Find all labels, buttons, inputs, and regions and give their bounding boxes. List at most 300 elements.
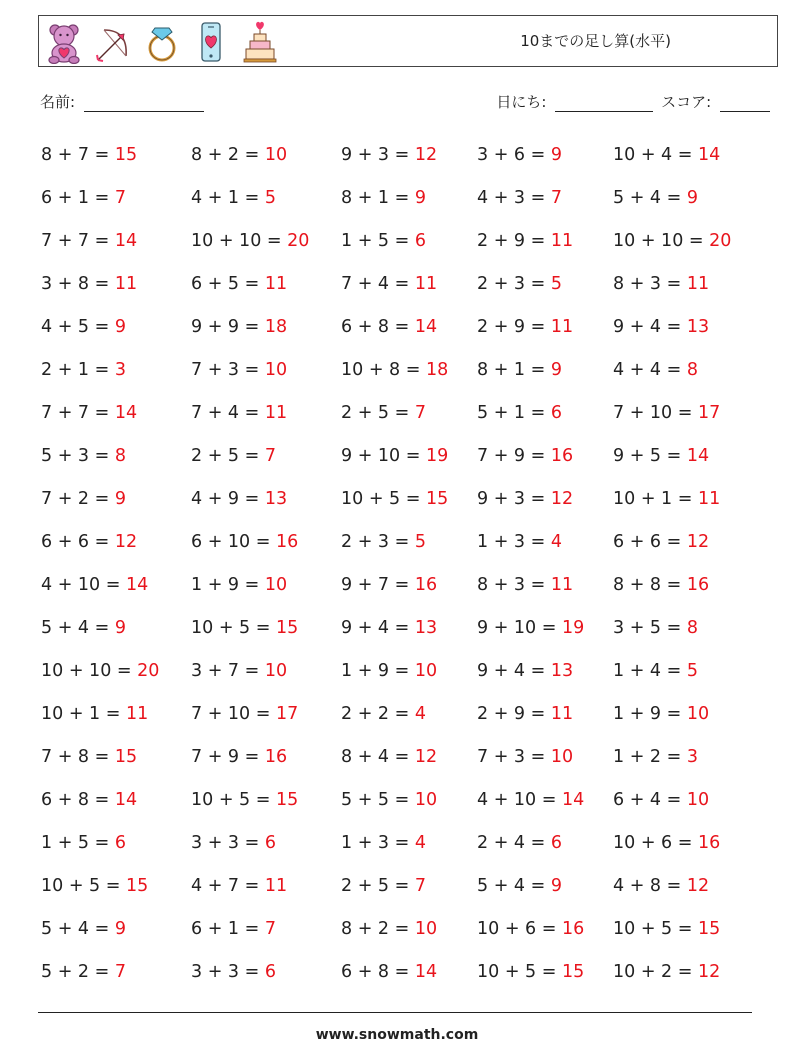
problem-expression: 4 + 7 = <box>191 876 265 896</box>
problem-expression: 2 + 5 = <box>191 446 265 466</box>
problem-cell <box>41 611 191 654</box>
problem-answer: 14 <box>561 790 585 810</box>
problem-answer: 12 <box>414 747 438 767</box>
problem-cell <box>613 310 763 353</box>
problem-answer: 20 <box>709 231 732 251</box>
problem-answer: 11 <box>550 704 574 724</box>
problem-cell <box>341 912 477 955</box>
problem-answer: 15 <box>275 618 299 638</box>
problem-row <box>41 439 763 482</box>
problem-expression: 4 + 4 = <box>613 360 687 380</box>
problem-answer: 4 <box>414 704 426 724</box>
problem-answer: 10 <box>414 661 438 681</box>
problem-answer: 7 <box>414 876 426 896</box>
problem-cell <box>613 740 763 783</box>
problem-answer: 5 <box>264 188 276 208</box>
problem-expression: 6 + 6 = <box>613 532 687 552</box>
problem-cell <box>41 138 191 181</box>
problem-expression: 10 + 1 = <box>41 704 126 724</box>
problem-cell <box>613 525 763 568</box>
problem-expression: 7 + 7 = <box>41 403 115 423</box>
problem-expression: 9 + 3 = <box>341 145 415 165</box>
problem-row <box>41 310 763 353</box>
diamond-ring-icon <box>143 20 181 64</box>
problem-cell <box>613 869 763 912</box>
problem-answer: 11 <box>264 274 288 294</box>
problem-expression: 5 + 4 = <box>41 618 115 638</box>
problem-expression: 7 + 9 = <box>191 747 265 767</box>
problem-expression: 9 + 5 = <box>613 446 687 466</box>
problem-row <box>41 955 763 998</box>
problem-answer: 10 <box>550 747 574 767</box>
problem-answer: 14 <box>697 145 721 165</box>
name-blank[interactable] <box>84 95 204 112</box>
problem-cell <box>41 353 191 396</box>
problem-row <box>41 869 763 912</box>
problem-answer: 17 <box>697 403 721 423</box>
problem-answer: 15 <box>125 876 149 896</box>
problem-answer: 14 <box>114 403 138 423</box>
problem-answer: 9 <box>550 360 562 380</box>
problem-expression: 3 + 3 = <box>191 833 265 853</box>
phone-heart-icon <box>192 20 230 64</box>
problem-answer: 13 <box>686 317 710 337</box>
problem-answer: 7 <box>114 962 126 982</box>
problem-expression: 3 + 6 = <box>477 145 551 165</box>
problem-expression: 9 + 4 = <box>477 661 551 681</box>
problem-expression: 10 + 10 = <box>191 231 288 251</box>
problem-expression: 9 + 7 = <box>341 575 415 595</box>
problem-answer: 16 <box>561 919 585 939</box>
header-icons <box>45 19 279 65</box>
problem-expression: 10 + 10 = <box>41 661 138 681</box>
problem-answer: 12 <box>697 962 721 982</box>
problem-answer: 16 <box>686 575 710 595</box>
problem-expression: 10 + 5 = <box>341 489 426 509</box>
problem-answer: 16 <box>264 747 288 767</box>
problem-cell <box>41 568 191 611</box>
problem-answer: 18 <box>264 317 288 337</box>
problem-expression: 7 + 10 = <box>613 403 698 423</box>
problem-cell <box>341 740 477 783</box>
cupid-bow-arrow-icon <box>94 20 132 64</box>
problem-row <box>41 482 763 525</box>
problem-cell <box>613 955 763 998</box>
problem-cell <box>191 912 341 955</box>
score-field <box>661 91 770 112</box>
problem-cell <box>477 439 613 482</box>
problem-expression: 9 + 4 = <box>341 618 415 638</box>
problem-cell <box>191 267 341 310</box>
problem-cell <box>41 783 191 826</box>
problem-expression: 6 + 5 = <box>191 274 265 294</box>
problem-answer: 11 <box>125 704 149 724</box>
problem-expression: 5 + 4 = <box>613 188 687 208</box>
problem-answer: 9 <box>114 618 126 638</box>
footer-divider <box>38 1012 752 1013</box>
problem-expression: 10 + 1 = <box>613 489 698 509</box>
problem-expression: 4 + 10 = <box>477 790 562 810</box>
problem-answer: 13 <box>550 661 574 681</box>
problem-expression: 7 + 3 = <box>477 747 551 767</box>
problem-answer: 15 <box>114 747 138 767</box>
problem-answer: 12 <box>114 532 138 552</box>
problem-cell <box>477 568 613 611</box>
problem-cell <box>477 138 613 181</box>
problem-cell <box>41 697 191 740</box>
problem-expression: 5 + 4 = <box>477 876 551 896</box>
problem-answer: 14 <box>686 446 710 466</box>
problem-expression: 10 + 5 = <box>477 962 562 982</box>
problem-expression: 2 + 3 = <box>341 532 415 552</box>
problem-answer: 14 <box>125 575 149 595</box>
problem-answer: 11 <box>264 403 288 423</box>
problem-answer: 11 <box>697 489 721 509</box>
problem-expression: 3 + 7 = <box>191 661 265 681</box>
problem-cell <box>41 740 191 783</box>
problem-answer: 10 <box>264 360 288 380</box>
problem-cell <box>477 697 613 740</box>
problem-cell <box>341 138 477 181</box>
problem-row <box>41 912 763 955</box>
problem-answer: 5 <box>550 274 562 294</box>
problem-expression: 7 + 4 = <box>191 403 265 423</box>
problem-answer: 11 <box>550 317 574 337</box>
problem-row <box>41 396 763 439</box>
problem-expression: 1 + 2 = <box>613 747 687 767</box>
problem-cell <box>477 353 613 396</box>
problem-row <box>41 353 763 396</box>
problem-cell <box>477 396 613 439</box>
problem-expression: 8 + 3 = <box>613 274 687 294</box>
problem-answer: 16 <box>697 833 721 853</box>
problem-expression: 3 + 8 = <box>41 274 115 294</box>
problem-cell <box>341 224 477 267</box>
problem-answer: 14 <box>414 962 438 982</box>
footer-url: www.snowmath.com <box>315 1027 479 1043</box>
problem-answer: 9 <box>114 919 126 939</box>
problem-answer: 15 <box>275 790 299 810</box>
problem-answer: 18 <box>425 360 449 380</box>
problem-answer: 11 <box>550 231 574 251</box>
problem-answer: 13 <box>264 489 288 509</box>
teddy-bear-heart-icon <box>45 20 83 64</box>
problem-expression: 7 + 3 = <box>191 360 265 380</box>
problem-cell <box>341 869 477 912</box>
problem-expression: 2 + 9 = <box>477 231 551 251</box>
problem-cell <box>41 912 191 955</box>
problem-cell <box>41 654 191 697</box>
problem-answer: 3 <box>114 360 126 380</box>
problem-answer: 5 <box>414 532 426 552</box>
problem-expression: 4 + 1 = <box>191 188 265 208</box>
problem-cell <box>613 353 763 396</box>
header-box <box>38 15 778 67</box>
problem-answer: 7 <box>550 188 562 208</box>
problem-expression: 7 + 7 = <box>41 231 115 251</box>
problem-answer: 10 <box>686 704 710 724</box>
problem-answer: 6 <box>264 962 276 982</box>
date-blank[interactable] <box>555 95 653 112</box>
problem-answer: 6 <box>550 833 562 853</box>
problem-cell <box>191 224 341 267</box>
problem-cell <box>191 439 341 482</box>
problem-answer: 11 <box>264 876 288 896</box>
problem-cell <box>341 439 477 482</box>
problem-expression: 9 + 10 = <box>477 618 562 638</box>
problem-expression: 8 + 4 = <box>341 747 415 767</box>
problem-answer: 20 <box>137 661 160 681</box>
problem-cell <box>613 826 763 869</box>
problem-expression: 10 + 5 = <box>191 790 276 810</box>
score-label: スコア: <box>661 93 712 111</box>
problem-expression: 8 + 2 = <box>191 145 265 165</box>
problem-answer: 6 <box>264 833 276 853</box>
problem-expression: 7 + 4 = <box>341 274 415 294</box>
problem-expression: 10 + 5 = <box>41 876 126 896</box>
problem-cell <box>613 697 763 740</box>
problem-cell <box>341 310 477 353</box>
problem-expression: 5 + 4 = <box>41 919 115 939</box>
problem-cell <box>41 267 191 310</box>
problem-cell <box>191 611 341 654</box>
problem-expression: 10 + 5 = <box>191 618 276 638</box>
problem-expression: 8 + 1 = <box>341 188 415 208</box>
problem-answer: 17 <box>275 704 299 724</box>
problem-expression: 3 + 5 = <box>613 618 687 638</box>
problem-expression: 6 + 8 = <box>341 317 415 337</box>
problem-cell <box>41 310 191 353</box>
problem-answer: 8 <box>114 446 126 466</box>
problem-answer: 9 <box>686 188 698 208</box>
problem-row <box>41 654 763 697</box>
problem-cell <box>477 869 613 912</box>
problem-expression: 1 + 3 = <box>477 532 551 552</box>
problem-expression: 5 + 5 = <box>341 790 415 810</box>
problem-answer: 8 <box>686 360 698 380</box>
problem-cell <box>613 912 763 955</box>
problem-expression: 8 + 1 = <box>477 360 551 380</box>
problem-answer: 10 <box>264 575 288 595</box>
problem-cell <box>41 826 191 869</box>
worksheet-title: 10までの足し算(水平) <box>520 32 671 50</box>
problem-cell <box>613 224 763 267</box>
problem-answer: 14 <box>414 317 438 337</box>
problem-expression: 2 + 9 = <box>477 704 551 724</box>
problem-cell <box>477 611 613 654</box>
problem-cell <box>613 267 763 310</box>
problem-row <box>41 740 763 783</box>
problem-answer: 19 <box>561 618 585 638</box>
problem-cell <box>477 740 613 783</box>
problem-cell <box>191 955 341 998</box>
problem-cell <box>191 525 341 568</box>
problem-cell <box>613 396 763 439</box>
problem-answer: 5 <box>686 661 698 681</box>
problem-answer: 3 <box>686 747 698 767</box>
name-field <box>40 91 204 112</box>
problem-answer: 16 <box>550 446 574 466</box>
problem-expression: 9 + 3 = <box>477 489 551 509</box>
problem-cell <box>341 396 477 439</box>
problem-expression: 2 + 2 = <box>341 704 415 724</box>
problem-answer: 9 <box>550 145 562 165</box>
problem-answer: 15 <box>561 962 585 982</box>
problem-expression: 2 + 4 = <box>477 833 551 853</box>
problem-answer: 10 <box>264 661 288 681</box>
problem-answer: 7 <box>264 919 276 939</box>
problem-cell <box>341 482 477 525</box>
problem-cell <box>191 482 341 525</box>
problem-cell <box>341 697 477 740</box>
problem-expression: 1 + 9 = <box>341 661 415 681</box>
problem-cell <box>477 654 613 697</box>
score-blank[interactable] <box>720 95 770 112</box>
problem-expression: 10 + 2 = <box>613 962 698 982</box>
problem-answer: 10 <box>686 790 710 810</box>
problem-cell <box>341 353 477 396</box>
problem-expression: 7 + 8 = <box>41 747 115 767</box>
problem-expression: 5 + 2 = <box>41 962 115 982</box>
problem-expression: 8 + 3 = <box>477 575 551 595</box>
problem-cell <box>191 740 341 783</box>
problem-expression: 2 + 3 = <box>477 274 551 294</box>
problem-expression: 4 + 10 = <box>41 575 126 595</box>
problem-answer: 6 <box>414 231 426 251</box>
date-label: 日にち: <box>496 93 547 111</box>
problem-cell <box>41 181 191 224</box>
problem-expression: 2 + 5 = <box>341 403 415 423</box>
problem-cell <box>341 181 477 224</box>
problem-expression: 4 + 3 = <box>477 188 551 208</box>
wedding-cake-icon <box>241 20 279 64</box>
problem-cell <box>191 654 341 697</box>
problem-cell <box>41 396 191 439</box>
problem-row <box>41 568 763 611</box>
problem-answer: 7 <box>264 446 276 466</box>
problem-cell <box>613 568 763 611</box>
problem-cell <box>341 826 477 869</box>
problem-expression: 6 + 1 = <box>191 919 265 939</box>
problem-answer: 12 <box>550 489 574 509</box>
problem-cell <box>613 482 763 525</box>
problem-answer: 9 <box>114 489 126 509</box>
problem-cell <box>613 181 763 224</box>
problem-answer: 11 <box>114 274 138 294</box>
problem-expression: 6 + 8 = <box>341 962 415 982</box>
problem-expression: 7 + 2 = <box>41 489 115 509</box>
problem-expression: 1 + 5 = <box>41 833 115 853</box>
problem-answer: 13 <box>414 618 438 638</box>
problem-answer: 16 <box>275 532 299 552</box>
problem-expression: 10 + 4 = <box>613 145 698 165</box>
problem-answer: 10 <box>414 919 438 939</box>
problem-cell <box>477 224 613 267</box>
problem-answer: 14 <box>114 231 138 251</box>
problem-answer: 9 <box>550 876 562 896</box>
problem-expression: 3 + 3 = <box>191 962 265 982</box>
problem-cell <box>477 181 613 224</box>
problem-cell <box>341 654 477 697</box>
problem-answer: 20 <box>287 231 310 251</box>
problem-answer: 7 <box>114 188 126 208</box>
problem-expression: 1 + 9 = <box>191 575 265 595</box>
problem-cell <box>41 525 191 568</box>
date-score-fields <box>496 91 770 112</box>
problem-cell <box>477 912 613 955</box>
problem-answer: 10 <box>264 145 288 165</box>
problem-cell <box>191 869 341 912</box>
problem-answer: 15 <box>114 145 138 165</box>
problem-cell <box>191 697 341 740</box>
problem-expression: 10 + 6 = <box>613 833 698 853</box>
problem-row <box>41 181 763 224</box>
problem-expression: 1 + 3 = <box>341 833 415 853</box>
problem-answer: 15 <box>425 489 449 509</box>
problem-expression: 6 + 6 = <box>41 532 115 552</box>
problem-row <box>41 783 763 826</box>
problem-expression: 8 + 2 = <box>341 919 415 939</box>
problem-expression: 10 + 5 = <box>613 919 698 939</box>
problem-row <box>41 826 763 869</box>
problem-cell <box>613 611 763 654</box>
problem-cell <box>191 138 341 181</box>
problem-answer: 16 <box>414 575 438 595</box>
problem-cell <box>477 783 613 826</box>
problem-cell <box>477 525 613 568</box>
problem-expression: 9 + 4 = <box>613 317 687 337</box>
problem-cell <box>477 310 613 353</box>
problem-expression: 1 + 4 = <box>613 661 687 681</box>
problem-expression: 4 + 8 = <box>613 876 687 896</box>
problem-cell <box>477 267 613 310</box>
problem-expression: 10 + 8 = <box>341 360 426 380</box>
problem-row <box>41 138 763 181</box>
problem-answer: 14 <box>114 790 138 810</box>
problem-answer: 6 <box>114 833 126 853</box>
problem-row <box>41 611 763 654</box>
problem-answer: 11 <box>686 274 710 294</box>
problem-cell <box>613 654 763 697</box>
problem-expression: 2 + 5 = <box>341 876 415 896</box>
problem-answer: 4 <box>550 532 562 552</box>
problem-cell <box>341 783 477 826</box>
problem-answer: 7 <box>414 403 426 423</box>
problem-expression: 4 + 9 = <box>191 489 265 509</box>
problem-answer: 11 <box>550 575 574 595</box>
problem-expression: 5 + 3 = <box>41 446 115 466</box>
problem-cell <box>191 181 341 224</box>
problem-cell <box>191 310 341 353</box>
problem-answer: 12 <box>686 532 710 552</box>
problem-cell <box>191 826 341 869</box>
problem-expression: 10 + 10 = <box>613 231 710 251</box>
problem-expression: 6 + 1 = <box>41 188 115 208</box>
problem-expression: 6 + 4 = <box>613 790 687 810</box>
problem-answer: 12 <box>414 145 438 165</box>
problem-cell <box>613 783 763 826</box>
problem-expression: 7 + 9 = <box>477 446 551 466</box>
problem-cell <box>341 525 477 568</box>
problem-cell <box>191 396 341 439</box>
problem-cell <box>191 568 341 611</box>
problem-expression: 10 + 6 = <box>477 919 562 939</box>
problem-expression: 6 + 10 = <box>191 532 276 552</box>
problem-answer: 11 <box>414 274 438 294</box>
problem-expression: 4 + 5 = <box>41 317 115 337</box>
date-field <box>496 91 653 112</box>
problem-cell <box>41 224 191 267</box>
